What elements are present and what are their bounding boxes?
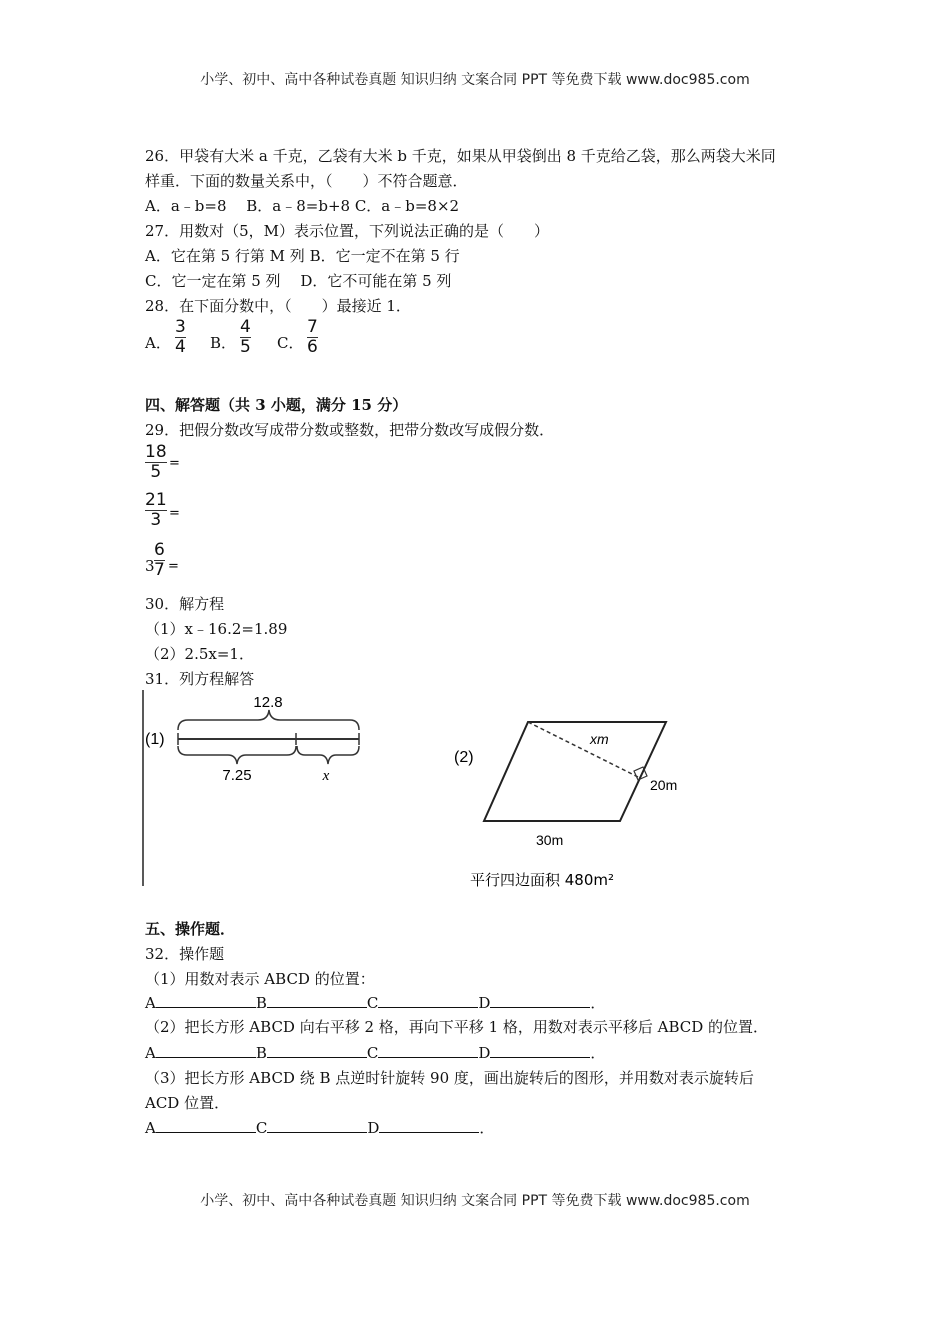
q27-opt2: C．它一定在第 5 列 D．它不可能在第 5 列 [145,272,452,290]
label-b: B [255,994,267,1012]
q30-eq1: （1）x﹣16.2=1.89 [145,620,288,638]
denominator: 4 [175,337,186,357]
numerator: 21 [145,490,167,510]
q29-fraction-3 [154,541,165,580]
height-dashed-line [528,722,640,778]
blank-b[interactable] [267,1043,367,1058]
q26-options: A．a﹣b=8 B．a﹣8=b+8 C．a﹣b=8×2 [145,197,460,215]
q32-part3-line2: ACD 位置． [145,1094,230,1112]
q29-fraction-2 [145,491,167,530]
numerator: 3 [175,317,186,337]
q28-label-c: C． [277,334,304,352]
blank-c[interactable] [267,1118,367,1133]
q29-equals-2: = [169,506,180,521]
q32-part1: （1）用数对表示 ABCD 的位置： [145,970,375,988]
q28-fraction-c [307,318,318,357]
section4-title: 四、解答题（共 3 小题，满分 15 分） [145,396,408,414]
numerator: 7 [307,317,318,337]
blank-d[interactable] [379,1118,479,1133]
denominator: 5 [150,462,162,482]
q29-whole-3: 3 [145,557,155,575]
q32-answer-row-1 [145,993,605,1013]
label-c: C [366,994,379,1012]
part-a-brace [178,746,296,764]
base-label: 30m [536,832,564,848]
q26-line2: 样重．下面的数量关系中，（ ）不符合题意． [145,172,468,190]
numerator: 18 [145,442,167,462]
q31-figure-2 [450,712,690,892]
label-c: C [255,1119,268,1137]
q31-stem: 31．列方程解答 [145,670,255,688]
denominator: 7 [154,560,165,580]
q32-part3-line1: （3）把长方形 ABCD 绕 B 点逆时针旋转 90 度，画出旋转后的图形，并用数对表示旋转后 [145,1069,754,1087]
blank-c[interactable] [378,993,478,1008]
end-mark: ． [590,994,606,1012]
q28-stem: 28．在下面分数中，（ ）最接近 1． [145,297,411,315]
fig1-label: (1) [145,731,165,748]
q28-fraction-a [175,318,186,357]
total-brace [178,710,359,730]
q28-label-b: B． [210,334,237,352]
blank-a[interactable] [156,1043,256,1058]
blank-a[interactable] [156,1118,256,1133]
part-x-label: x [322,768,330,784]
label-a: A [145,1044,156,1062]
q27-stem: 27．用数对（5，M）表示位置，下列说法正确的是（ ） [145,222,549,240]
q29-fraction-1 [145,443,167,482]
q27-opt1: A．它在第 5 行第 M 列 B．它一定不在第 5 行 [145,247,460,265]
blank-d[interactable] [490,1043,590,1058]
parallelogram [484,722,666,821]
blank-c[interactable] [378,1043,478,1058]
q29-equals-1: = [169,456,180,471]
label-b: B [255,1044,267,1062]
blank-a[interactable] [156,993,256,1008]
q31-figure-1 [140,688,380,888]
q32-part2: （2）把长方形 ABCD 向右平移 2 格，再向下平移 1 格，用数对表示平移后 ABCD 的位置． [145,1018,769,1036]
label-a: A [145,1119,156,1137]
q32-answer-row-3 [145,1118,494,1138]
q32-stem: 32．操作题 [145,945,225,963]
numerator: 6 [154,540,165,560]
total-label: 12.8 [253,694,283,711]
q26-line1: 26．甲袋有大米 a 千克，乙袋有大米 b 千克，如果从甲袋倒出 8 千克给乙袋，那么两袋大米同 [145,147,776,165]
q32-answer-row-2 [145,1043,605,1063]
section5-title: 五、操作题． [145,920,236,938]
blank-d[interactable] [490,993,590,1008]
blank-b[interactable] [267,993,367,1008]
part-a-label: 7.25 [222,767,252,784]
label-d: D [367,1119,380,1137]
label-a: A [145,994,156,1012]
area-caption: 平行四边面积 480m² [470,871,615,889]
q30-stem: 30．解方程 [145,595,225,613]
fig2-label: (2) [454,749,474,766]
denominator: 5 [240,337,251,357]
end-mark: ． [590,1044,606,1062]
label-d: D [478,994,491,1012]
end-mark: ． [479,1119,495,1137]
q28-label-a: A． [145,334,171,352]
q30-eq2: （2）2.5x=1． [145,645,254,663]
label-d: D [478,1044,491,1062]
label-c: C [366,1044,379,1062]
numerator: 4 [240,317,251,337]
part-x-brace [297,746,359,764]
q29-stem: 29．把假分数改写成带分数或整数，把带分数改写成假分数． [145,421,555,439]
page-footer: 小学、初中、高中各种试卷真题 知识归纳 文案合同 PPT 等免费下载 www.doc985.com [200,1193,750,1209]
side-label: 20m [650,777,678,793]
q29-equals-3: = [168,559,179,574]
denominator: 3 [150,510,162,530]
denominator: 6 [307,337,318,357]
q28-fraction-b [240,318,251,357]
page-header: 小学、初中、高中各种试卷真题 知识归纳 文案合同 PPT 等免费下载 www.doc985.com [200,72,750,88]
height-label: xm [590,731,609,747]
